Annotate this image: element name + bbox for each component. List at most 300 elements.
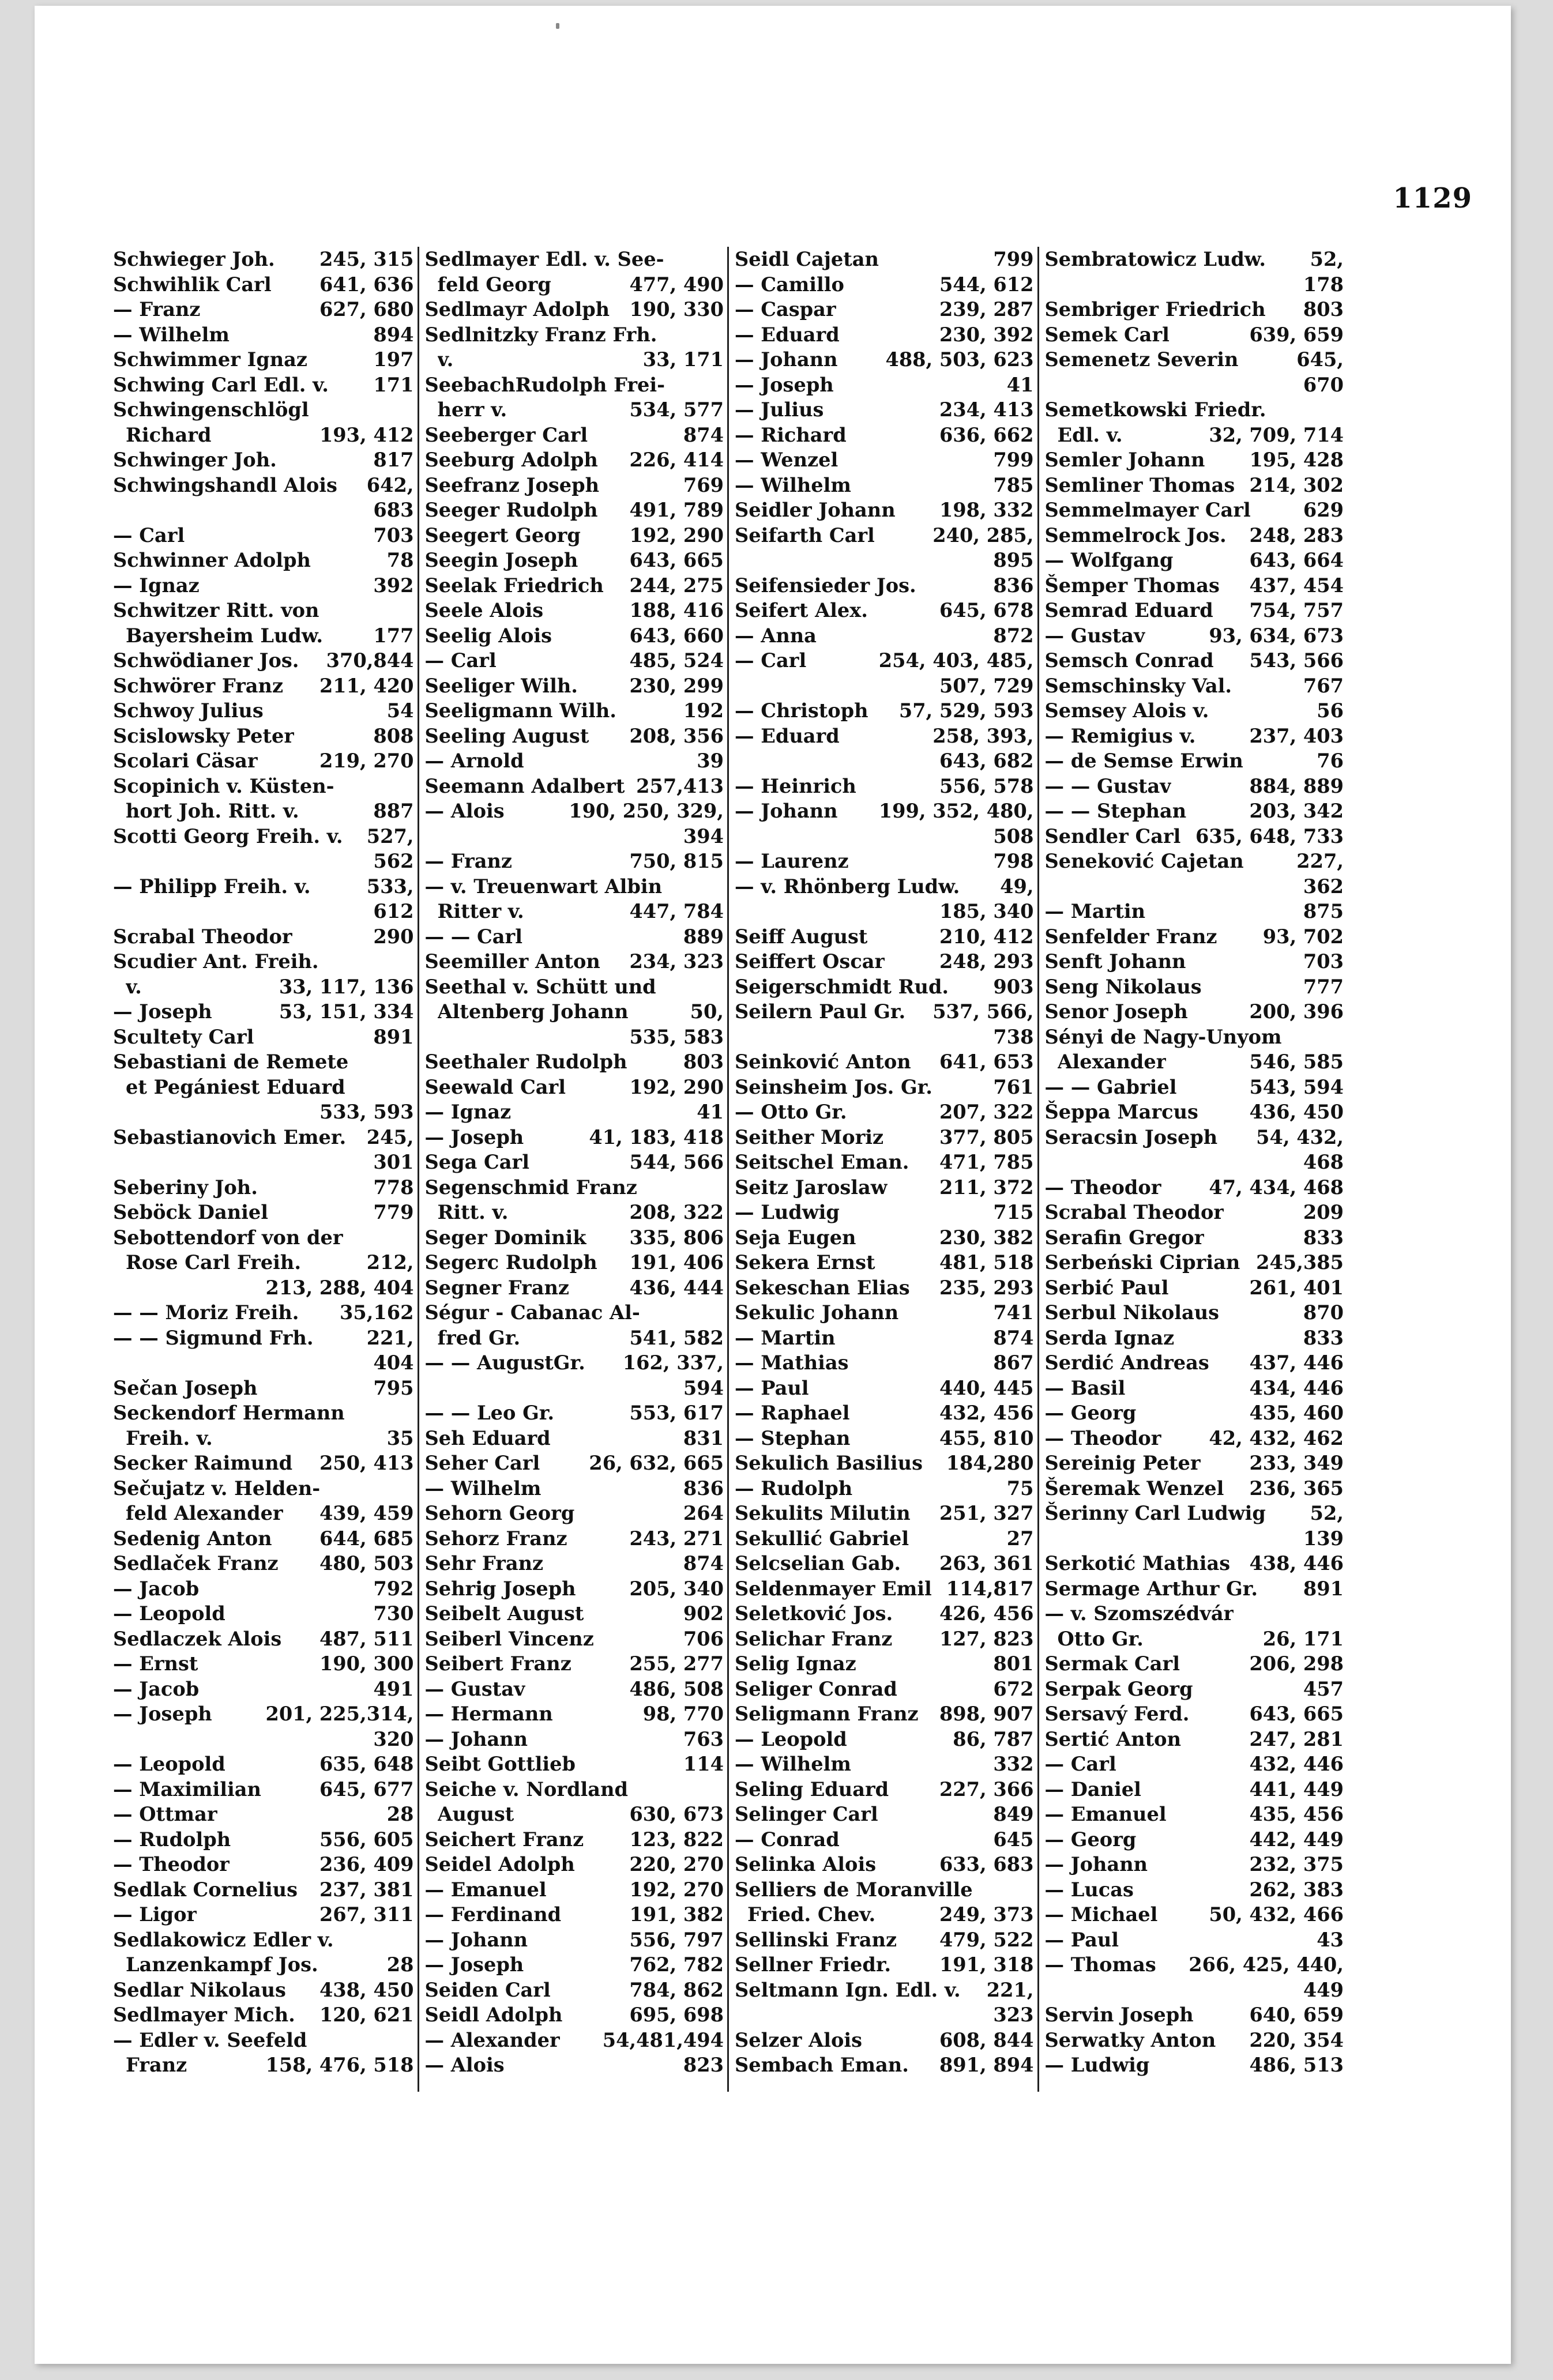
index-entry [425, 573, 724, 598]
entry-name: Seberiny Joh. [113, 1175, 258, 1199]
entry-name: — Ferdinand [424, 1903, 562, 1926]
entry-pages: 191, 318 [939, 1953, 1034, 1976]
index-entry [1045, 2028, 1344, 2053]
entry-name: — Alexander [424, 2028, 560, 2051]
entry-pages: 544, 566 [629, 1150, 724, 1173]
index-entry-continuation: 535, 583 [629, 1025, 724, 1048]
entry-pages: 643, 665 [629, 548, 724, 571]
entry-name: — Wilhelm [735, 1752, 851, 1775]
index-entry [1045, 698, 1344, 724]
entry-name: Seeberger Carl [424, 423, 588, 446]
index-entry [113, 1927, 414, 1953]
index-entry-continuation: 643, 682 [939, 749, 1034, 772]
entry-name: Sekera Ernst [735, 1251, 875, 1274]
entry-name: Ségur - Cabanac Al- [424, 1301, 640, 1324]
index-entry [735, 1275, 1034, 1301]
index-column-2 [418, 247, 728, 2092]
entry-name: — Raphael [735, 1401, 850, 1424]
entry-pages: 201, 225,314, [265, 1702, 414, 1725]
entry-pages: 891, 894 [939, 2053, 1034, 2076]
entry-name: Seeger Rudolph [424, 498, 598, 521]
entry-pages: 35 [386, 1426, 414, 1449]
index-entry [1045, 1651, 1344, 1677]
entry-pages: 703 [1303, 950, 1344, 973]
entry-name: — Rudolph [735, 1476, 853, 1500]
entry-name: Seelig Alois [424, 623, 552, 647]
index-entry [735, 874, 1034, 899]
entry-name: Sedlmayer Mich. [113, 2003, 295, 2026]
entry-name: — Ludwig [1044, 2053, 1150, 2076]
index-entry [735, 523, 1034, 548]
entry-pages: 220, 270 [629, 1852, 724, 1876]
entry-name: — Paul [735, 1376, 809, 1399]
entry-pages: 902 [683, 1602, 724, 1625]
index-entry-continuation: 449 [1303, 1978, 1344, 2001]
entry-pages: 188, 416 [629, 598, 724, 622]
entry-pages: 875 [1303, 899, 1344, 922]
entry-pages: 767 [1303, 673, 1344, 697]
entry-pages: 799 [993, 247, 1034, 270]
entry-name: — Carl [1044, 1752, 1116, 1775]
index-entry [735, 1677, 1034, 1702]
entry-pages: 230, 299 [629, 673, 724, 697]
entry-pages: 208, 356 [629, 724, 724, 747]
entry-name: Serafin Gregor [1044, 1225, 1205, 1249]
entry-pages: 240, 285, [932, 523, 1034, 547]
entry-pages: 335, 806 [629, 1225, 724, 1249]
entry-pages: 191, 382 [629, 1903, 724, 1926]
entry-pages: 777 [1303, 974, 1344, 998]
index-entry [425, 1802, 724, 1827]
entry-pages: 226, 414 [629, 448, 724, 471]
entry-pages: 438, 450 [319, 1978, 414, 2001]
index-entry [425, 1576, 724, 1602]
entry-name: — Wenzel [735, 448, 838, 471]
index-entry-continuation: 404 [373, 1351, 414, 1374]
entry-name: Ritter v. [437, 899, 524, 922]
entry-pages: 221, [986, 1978, 1034, 2001]
entry-name: Edl. v. [1057, 423, 1123, 446]
entry-pages: 93, 702 [1262, 924, 1344, 948]
entry-pages: 543, 594 [1249, 1075, 1344, 1098]
entry-pages: 447, 784 [629, 899, 724, 922]
entry-pages: 53, 151, 334 [279, 1000, 414, 1023]
index-entry [1045, 1376, 1344, 1401]
entry-name: Schwimmer Ignaz [113, 348, 307, 371]
entry-name: — Carl [113, 523, 185, 547]
entry-name: — Edler v. Seefeld [113, 2028, 307, 2051]
entry-name: — Emanuel [1044, 1802, 1167, 1825]
entry-pages: 33, 171 [642, 348, 724, 371]
entry-pages: 33, 117, 136 [279, 974, 414, 998]
entry-name: Semschinsky Val. [1044, 673, 1232, 697]
entry-pages: 903 [993, 974, 1034, 998]
entry-name: Sedlaček Franz [113, 1551, 279, 1575]
entry-name: Semmelmayer Carl [1044, 498, 1251, 521]
index-entry [735, 974, 1034, 1000]
entry-pages: 27 [1006, 1526, 1034, 1550]
entry-pages: 249, 373 [939, 1903, 1034, 1926]
index-entry-continuation: 323 [993, 2003, 1034, 2026]
index-entry [113, 1551, 414, 1576]
index-entry [425, 1752, 724, 1777]
entry-pages: 199, 352, 480, [878, 799, 1034, 822]
entry-pages: 436, 450 [1249, 1100, 1344, 1123]
entry-pages: 801 [993, 1652, 1034, 1675]
index-entry [113, 1400, 414, 1426]
entry-pages: 190, 250, 329, [569, 799, 724, 822]
entry-pages: 645 [993, 1827, 1034, 1851]
entry-pages: 608, 844 [939, 2028, 1034, 2051]
entry-pages: 488, 503, 623 [885, 348, 1034, 371]
index-entry [1045, 447, 1344, 473]
entry-pages: 642, [366, 473, 414, 496]
index-entry [113, 1025, 414, 1050]
entry-pages: 50, 432, 466 [1209, 1903, 1344, 1926]
entry-pages: 123, 822 [629, 1827, 724, 1851]
entry-name: Scotti Georg Freih. v. [113, 824, 343, 848]
entry-name: — Camillo [735, 272, 844, 296]
entry-pages: 233, 349 [1249, 1451, 1344, 1474]
entry-pages: 52, [1310, 247, 1344, 270]
entry-pages: 227, 366 [939, 1777, 1034, 1801]
index-entry [735, 1250, 1034, 1275]
index-entry [425, 1451, 724, 1476]
index-entry [735, 297, 1034, 322]
index-entry [113, 447, 414, 473]
entry-name: — Martin [735, 1325, 836, 1349]
entry-pages: 754, 757 [1249, 598, 1344, 622]
entry-pages: 206, 298 [1249, 1652, 1344, 1675]
entry-pages: 239, 287 [939, 298, 1034, 321]
index-entry [735, 447, 1034, 473]
entry-name: Seligmann Franz [735, 1702, 919, 1725]
entry-name: Sečan Joseph [113, 1376, 258, 1399]
index-entry [425, 1902, 724, 1927]
index-entry [113, 1752, 414, 1777]
entry-pages: 236, 365 [1249, 1476, 1344, 1500]
index-entry-continuation: 612 [373, 899, 414, 922]
entry-pages: 42, 432, 462 [1209, 1426, 1344, 1449]
entry-pages: 41, 183, 418 [589, 1125, 724, 1148]
entry-name: Šerinny Carl Ludwig [1044, 1501, 1266, 1524]
index-entry [425, 322, 724, 348]
entry-name: — Hermann [424, 1702, 553, 1725]
index-entry [1045, 999, 1344, 1025]
index-entry [425, 1651, 724, 1677]
index-entry [1045, 1752, 1344, 1777]
entry-name: Sényi de Nagy-Unyom [1044, 1025, 1282, 1048]
entry-name: Semsch Conrad [1044, 649, 1214, 672]
index-entry [1045, 548, 1344, 573]
index-entry [113, 1626, 414, 1652]
entry-name: Sereinig Peter [1044, 1451, 1201, 1474]
index-entry [113, 322, 414, 348]
entry-pages: 184,280 [946, 1451, 1034, 1474]
index-entry [1045, 1952, 1344, 1978]
index-entry [735, 1350, 1034, 1376]
entry-name: Sehorz Franz [424, 1526, 567, 1550]
index-entry [113, 1300, 414, 1325]
entry-pages: 41 [697, 1100, 724, 1123]
entry-pages: 195, 428 [1249, 448, 1344, 471]
entry-pages: 891 [373, 1025, 414, 1048]
entry-name: Senfelder Franz [1044, 924, 1217, 948]
entry-pages: 441, 449 [1249, 1777, 1344, 1801]
index-entry [425, 1777, 724, 1802]
index-entry [425, 1601, 724, 1626]
entry-name: et Pegániest Eduard [126, 1075, 345, 1098]
entry-name: Lanzenkampf Jos. [126, 1953, 318, 1976]
entry-name: — — Carl [424, 924, 522, 948]
index-entry [113, 272, 414, 298]
entry-pages: 833 [1303, 1325, 1344, 1349]
index-entry [425, 1476, 724, 1501]
index-entry [425, 974, 724, 1000]
entry-name: — Alois [424, 2053, 505, 2076]
index-entry [735, 1376, 1034, 1401]
entry-pages: 39 [697, 749, 724, 772]
entry-pages: 177 [373, 623, 414, 647]
entry-pages: 54,481,494 [602, 2028, 724, 2051]
entry-name: — de Semse Erwin [1044, 749, 1243, 772]
entry-name: — Laurenz [735, 849, 849, 872]
index-entry-continuation: 213, 288, 404 [265, 1275, 414, 1299]
entry-pages: 235, 293 [939, 1275, 1034, 1299]
index-entry [1045, 1350, 1344, 1376]
index-entry [1045, 573, 1344, 598]
entry-name: — Joseph [113, 1702, 212, 1725]
entry-name: — Johann [424, 1727, 528, 1750]
index-entry [425, 1049, 724, 1075]
entry-pages: 833 [1303, 1225, 1344, 1249]
entry-name: Scrabal Theodor [113, 924, 292, 948]
entry-name: Semetkowski Friedr. [1044, 398, 1266, 421]
entry-name: Sembriger Friedrich [1044, 298, 1266, 321]
entry-name: — Thomas [1044, 1953, 1156, 1976]
index-entry [1045, 1275, 1344, 1301]
entry-pages: 120, 621 [319, 2003, 414, 2026]
index-entry [735, 423, 1034, 448]
index-entry [425, 999, 724, 1025]
index-entry [735, 498, 1034, 523]
entry-name: Seinković Anton [735, 1050, 911, 1073]
entry-name: Schwieger Joh. [113, 247, 275, 270]
index-entry [113, 799, 414, 824]
index-entry [1045, 1677, 1344, 1702]
entry-name: Šeppa Marcus [1044, 1100, 1198, 1123]
index-entry [425, 1150, 724, 1175]
index-entry [1045, 1075, 1344, 1100]
index-entry [113, 1777, 414, 1802]
index-entry [1045, 1426, 1344, 1451]
entry-pages: 267, 311 [319, 1903, 414, 1926]
entry-name: — Ludwig [735, 1200, 840, 1223]
index-entry [1045, 1927, 1344, 1953]
index-entry [735, 573, 1034, 598]
index-entry [735, 1902, 1034, 1927]
index-entry [1045, 1701, 1344, 1727]
index-entry [425, 347, 724, 372]
entry-pages: 874 [683, 423, 724, 446]
entry-pages: 491 [373, 1677, 414, 1700]
index-column-4 [1037, 247, 1348, 2092]
entry-pages: 672 [993, 1677, 1034, 1700]
entry-pages: 210, 412 [939, 924, 1034, 948]
index-entry [425, 2028, 724, 2053]
index-entry [1045, 849, 1344, 874]
entry-pages: 236, 409 [319, 1852, 414, 1876]
entry-name: Seletković Jos. [735, 1602, 893, 1625]
entry-name: Selzer Alois [735, 2028, 863, 2051]
index-column-1 [107, 247, 418, 2092]
index-entry [735, 1777, 1034, 1802]
entry-name: Sellinski Franz [735, 1927, 897, 1951]
entry-pages: 28 [386, 1953, 414, 1976]
index-entry [113, 673, 414, 699]
index-entry [113, 1651, 414, 1677]
index-entry [425, 1501, 724, 1526]
entry-name: — Theodor [1044, 1426, 1161, 1449]
entry-name: Seitz Jaroslaw [735, 1175, 888, 1199]
entry-name: Seiberl Vincenz [424, 1626, 594, 1650]
entry-name: Sekulich Basilius [735, 1451, 923, 1474]
entry-pages: 898, 907 [939, 1702, 1034, 1725]
index-entry [425, 1099, 724, 1125]
entry-name: — Arnold [424, 749, 524, 772]
entry-name: Sembratowicz Ludw. [1044, 247, 1266, 270]
entry-pages: 808 [373, 724, 414, 747]
index-entry [1045, 1175, 1344, 1200]
entry-name: — Johann [1044, 1852, 1148, 1876]
index-entry [113, 1802, 414, 1827]
entry-name: Segerc Rudolph [424, 1251, 597, 1274]
index-entry [1045, 1476, 1344, 1501]
entry-pages: 248, 283 [1249, 523, 1344, 547]
entry-pages: 258, 393, [932, 724, 1034, 747]
entry-pages: 630, 673 [629, 1802, 724, 1825]
entry-name: Seinsheim Jos. Gr. [735, 1075, 932, 1098]
index-entry [735, 1877, 1034, 1903]
entry-name: Seng Nikolaus [1044, 974, 1202, 998]
entry-pages: 440, 445 [939, 1376, 1034, 1399]
entry-name: Seiff August [735, 924, 868, 948]
entry-name: Selinger Carl [735, 1802, 878, 1825]
entry-name: Seemiller Anton [424, 950, 600, 973]
index-entry [425, 1701, 724, 1727]
entry-pages: 803 [683, 1050, 724, 1073]
entry-pages: 254, 403, 485, [878, 649, 1034, 672]
entry-pages: 190, 330 [629, 298, 724, 321]
index-entry [735, 1049, 1034, 1075]
index-entry [735, 1852, 1034, 1877]
entry-name: Semliner Thomas [1044, 473, 1235, 496]
index-entry [735, 1075, 1034, 1100]
index-entry [735, 397, 1034, 423]
entry-pages: 245, 315 [319, 247, 414, 270]
entry-name: feld Alexander [126, 1501, 283, 1524]
entry-pages: 214, 302 [1249, 473, 1344, 496]
entry-pages: 232, 375 [1249, 1852, 1344, 1876]
entry-pages: 643, 664 [1249, 548, 1344, 571]
index-entry [735, 1225, 1034, 1251]
index-entry [735, 347, 1034, 372]
entry-pages: 127, 823 [939, 1626, 1034, 1650]
entry-pages: 203, 342 [1249, 799, 1344, 822]
entry-pages: 769 [683, 473, 724, 496]
entry-pages: 435, 456 [1249, 1802, 1344, 1825]
index-entry [1045, 1200, 1344, 1225]
index-entry [425, 1927, 724, 1953]
index-entry [425, 924, 724, 950]
index-entry [735, 1150, 1034, 1175]
entry-name: Sedlar Nikolaus [113, 1978, 286, 2001]
entry-pages: 640, 659 [1249, 2003, 1344, 2026]
entry-name: Serbeński Ciprian [1044, 1251, 1240, 1274]
entry-pages: 641, 653 [939, 1050, 1034, 1073]
index-entry [1045, 1225, 1344, 1251]
entry-pages: 455, 810 [939, 1426, 1034, 1449]
index-entry [735, 1451, 1034, 1476]
entry-pages: 803 [1303, 298, 1344, 321]
index-entry [1045, 1125, 1344, 1150]
entry-pages: 247, 281 [1249, 1727, 1344, 1750]
entry-pages: 645, 677 [319, 1777, 414, 1801]
entry-pages: 205, 340 [629, 1576, 724, 1600]
index-entry [113, 598, 414, 623]
index-entry [425, 1275, 724, 1301]
entry-name: Seilern Paul Gr. [735, 1000, 906, 1023]
index-entry [425, 1978, 724, 2003]
entry-name: fred Gr. [437, 1325, 521, 1349]
entry-pages: 541, 582 [629, 1325, 724, 1349]
entry-pages: 209 [1303, 1200, 1344, 1223]
entry-name: Senor Joseph [1044, 1000, 1188, 1023]
entry-name: Seböck Daniel [113, 1200, 269, 1223]
index-entry [425, 1827, 724, 1852]
index-entry [1045, 297, 1344, 322]
entry-pages: 208, 322 [629, 1200, 724, 1223]
index-entry [735, 799, 1034, 824]
entry-name: — Paul [1044, 1927, 1119, 1951]
entry-name: Sedenig Anton [113, 1526, 272, 1550]
entry-name: — Theodor [1044, 1175, 1161, 1199]
entry-name: Fried. Chev. [747, 1903, 876, 1926]
entry-pages: 706 [683, 1626, 724, 1650]
entry-pages: 633, 683 [939, 1852, 1034, 1876]
index-entry [1045, 799, 1344, 824]
entry-name: Seliger Conrad [735, 1677, 897, 1700]
entry-pages: 874 [993, 1325, 1034, 1349]
entry-name: Alexander [1057, 1050, 1167, 1073]
entry-pages: 251, 327 [939, 1501, 1034, 1524]
entry-name: — Rudolph [113, 1827, 231, 1851]
index-entry [425, 1125, 724, 1150]
entry-name: Seeliger Wilh. [424, 673, 578, 697]
entry-pages: 250, 413 [319, 1451, 414, 1474]
entry-pages: 237, 381 [319, 1877, 414, 1901]
index-entry [113, 1200, 414, 1225]
entry-name: Serbul Nikolaus [1044, 1301, 1220, 1324]
index-entry [425, 423, 724, 448]
index-entry-continuation: 301 [373, 1150, 414, 1173]
index-entry [113, 924, 414, 950]
entry-name: — Georg [1044, 1827, 1137, 1851]
entry-name: — Alois [424, 799, 505, 822]
index-entry [425, 1075, 724, 1100]
entry-pages: 227, [1296, 849, 1344, 872]
index-entry [1045, 1551, 1344, 1576]
